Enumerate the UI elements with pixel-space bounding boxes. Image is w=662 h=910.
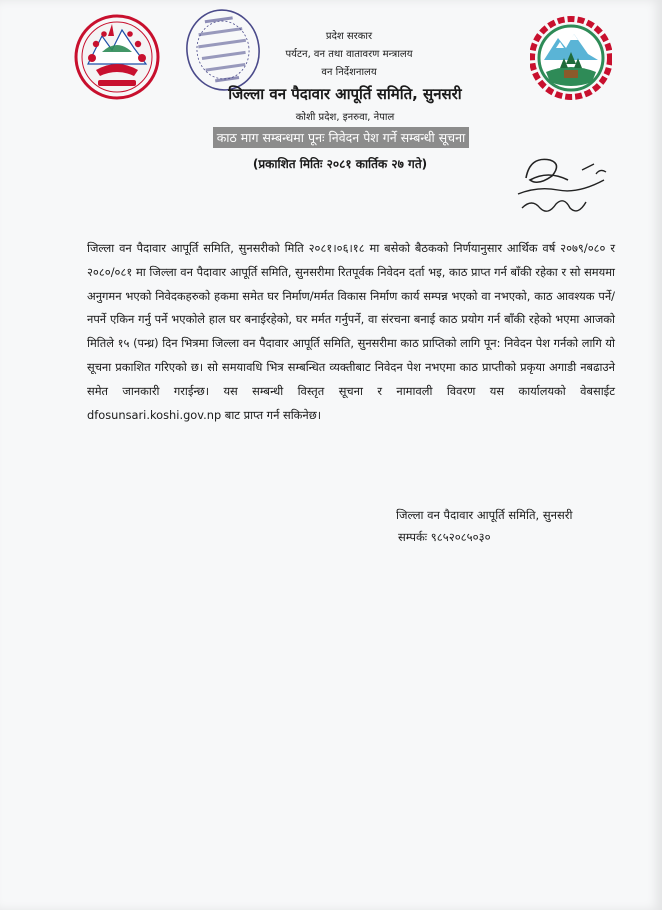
notice-body: जिल्ला वन पैदावार आपूर्ति समिति, सुनसरीको मिति २०८१।०६।१८ मा बसेको बैठकको निर्णयानुसार आर्थिक वर्ष २०७९/०८० र २०८०/०८१ मा जिल्ला वन पैदावार आपूर्ति समिति, सुनसरीमा रितपूर्वक निवेदन दर्ता भइ, काठ प्राप्त गर्न बाँकी रहेका र सो समयमा अनुगमन भएको निवेदकहरुको हकमा समेत घर निर्माण/मर्मत विकास निर्माण कार्य सम्पन्न भएको वा नभएको, काठ आवश्यक पर्ने/ नपर्ने एकिन गर्नु पर्ने भएकोले हाल घर बनाईरहेको, घर मर्मत गर्नुपर्ने, वा संरचना बनाई काठ प्रयोग गर्न बाँकी रहेको भएमा आजको मितिले १५ (पन्ध्र) दिन भित्रमा जिल्ला वन पैदावार आपूर्ति समिति, सुनसरीमा काठ प्राप्तिको लागि पून: निवेदन पेश गर्नको लागि यो सूचना प्रकाशित गरिएको छ। सो समयावधि भित्र सम्बन्धित व्यक्तीबाट निवेदन पेश नभएमा काठ प्राप्तीको प्रकृया अगाडी नबढाउने समेत जानकारी गराईन्छ। यस सम्बन्धी विस्तृत सूचना र नामावली विवरण यस कार्यालयको वेबसाईट dfosunsari.koshi.gov.np बाट प्राप्त गर्न सकिनेछ।	[87, 241, 615, 422]
notice-subject	[0, 127, 662, 148]
published-date: (प्रकाशित मितिः २०८१ कार्तिक २७ गते)	[252, 157, 428, 171]
committee-title: जिल्ला वन पैदावार आपूर्ति समिति, सुनसरी	[228, 85, 462, 103]
government-label: प्रदेश सरकार	[325, 31, 373, 42]
directorate-label: वन निर्देशनालय	[321, 67, 377, 78]
signature-block	[396, 504, 572, 548]
contact-number: सम्पर्कः ९८५२०८५०३०	[398, 530, 491, 544]
notice-subject-text: काठ माग सम्बन्धमा पूनः निवेदन पेश गर्ने सम्बन्धी सूचना	[213, 127, 470, 148]
office-address: कोशी प्रदेश, इनरुवा, नेपाल	[295, 112, 395, 123]
ministry-label: पर्यटन, वन तथा वातावरण मन्त्रालय	[285, 49, 413, 60]
handwritten-signature-icon	[508, 150, 618, 230]
signatory-committee: जिल्ला वन पैदावार आपूर्ति समिति, सुनसरी	[396, 508, 573, 522]
